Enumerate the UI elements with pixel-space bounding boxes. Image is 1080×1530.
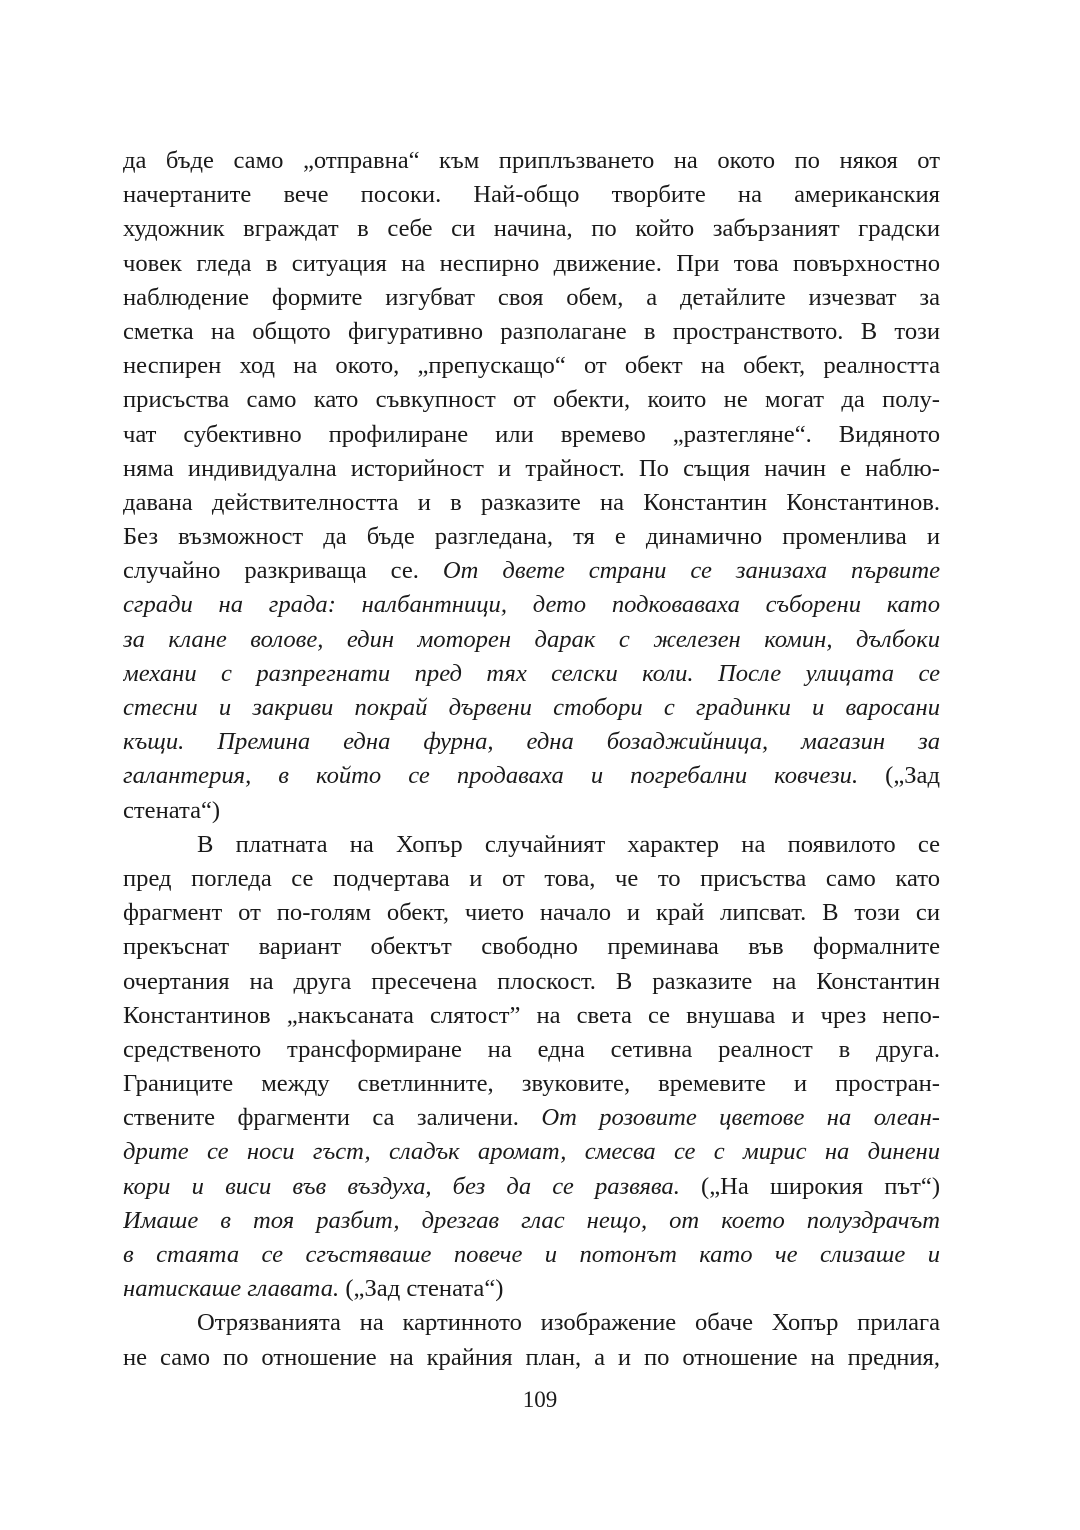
text-segment: случайно разкриваща се. [123,557,443,585]
text-segment: да бъде само „отправна“ към приплъзването на окото по някоя от [123,147,940,174]
text-line [123,1204,940,1238]
text-segment: присъства само като съвкупност от обекти, които не могат да полу- [123,386,940,414]
text-segment: човек гледа в ситуация на неспирно движение. При това повърхностно [123,249,940,277]
text-segment: художник вграждат в себе си начина, по който забързаният градски [123,215,940,243]
text-line [123,623,940,657]
quoted-excerpt: галантерия, в който се продаваха и погребални ковчези. [123,762,859,790]
text-line [123,999,940,1033]
quoted-excerpt: механи с разпрегнати пред тях селски коли. После улицата се [123,659,940,687]
text-line [123,828,940,862]
text-segment: чат субективно профилиране или времево „разтегляне“. Видяното [123,420,940,448]
text-segment: давана действителността и в разказите на Константин Константинов. [123,488,940,516]
text-line [123,1341,940,1375]
text-line [123,930,940,964]
quoted-excerpt: в стаята се сгъстяваше повече и потонът като че слизаше и [123,1241,940,1268]
text-line [123,657,940,691]
text-line [123,349,940,383]
text-line [123,1033,940,1067]
quoted-excerpt: сгради на града: налбантници, дето подковаваха съборени като [123,591,940,619]
quoted-excerpt: От розовите цветове на олеан- [541,1104,940,1132]
quoted-excerpt: за клане волове, един моторен дарак с железен комин, дълбоки [123,625,940,653]
quoted-excerpt: От двете страни се занизаха първите [442,557,940,585]
text-segment: фрагмент от по-голям обект, чието начало и край липсват. В този си [123,899,940,927]
text-segment: сметка на общото фигуративно разполагане в пространството. В този [123,317,940,345]
text-segment: ствените фрагменти са заличени. [123,1104,542,1132]
text-line [123,520,940,554]
text-line [123,588,940,622]
text-line [123,759,940,793]
text-segment: Границите между светлинните, звуковите, времевите и простран- [123,1070,940,1098]
text-segment: Константинов „накъсаната слятост” на света се внушава и чрез непо- [123,1001,940,1029]
text-segment: стената“) [123,796,221,824]
text-line [123,383,940,417]
text-segment: („Зад [858,762,940,790]
text-line [123,1170,940,1204]
text-line [123,1101,940,1135]
text-line [123,725,940,759]
text-line [123,862,940,896]
text-segment: Без възможност да бъде разгледана, тя е динамично променлива и [123,523,940,551]
text-line [123,1306,940,1340]
text-segment: начертаните вече посоки. Най-общо творбите на американския [123,181,940,209]
text-line [123,965,940,999]
quoted-excerpt: стесни и закриви покрай дървени стобори с градинки и варосани [123,694,940,721]
text-segment: не само по отношение на крайния план, а и по отношение на предния, [123,1343,940,1371]
quoted-excerpt: дрите се носи гъст, сладък аромат, смесва се с мирис на динени [123,1138,940,1166]
text-segment: очертания на друга пресечена плоскост. В разказите на Константин [123,967,940,995]
text-line [123,144,940,178]
text-segment: („На широкия път“) [679,1172,940,1200]
text-segment: („Зад стената“) [339,1275,504,1303]
text-line [123,452,940,486]
body-text [123,144,940,1375]
text-segment: наблюдение формите изгубват своя обем, а детайлите изчезват за [123,283,940,311]
text-line [123,691,940,725]
text-line [123,315,940,349]
text-segment: средственото трансформиране на една сетивна реалност в друга. [123,1035,940,1063]
text-line [123,1238,940,1272]
quoted-excerpt: натискаше главата. [123,1275,340,1303]
text-line [123,794,940,828]
text-segment: няма индивидуална историйност и трайност. По същия начин е наблю- [123,454,940,482]
text-line [123,1135,940,1169]
text-line [123,178,940,212]
text-line [123,247,940,281]
text-line [123,212,940,246]
text-line [123,418,940,452]
text-line [123,1067,940,1101]
quoted-excerpt: къщи. Премина една фурна, една бозаджийница, магазин за [123,728,940,756]
quoted-excerpt: кори и виси във въздуха, без да се развява. [123,1172,680,1200]
text-segment: В платната на Хопър случайният характер на появилото се [197,830,940,858]
text-line [123,896,940,930]
text-segment: Отрязванията на картинното изображение обаче Хопър прилага [197,1309,940,1337]
text-line [123,554,940,588]
text-segment: прекъснат вариант обектът свободно преминава във формалните [123,933,940,961]
text-line [123,281,940,315]
text-segment: неспирен ход на окото, „препускащо“ от обект на обект, реалността [123,352,940,380]
text-segment: пред погледа се подчертава и от това, че то присъства само като [123,864,940,892]
text-line [123,486,940,520]
quoted-excerpt: Имаше в тоя разбит, дрезгав глас нещо, от което полуздрачът [123,1206,940,1234]
page-number: 109 [522,1387,558,1412]
text-line [123,1272,940,1306]
